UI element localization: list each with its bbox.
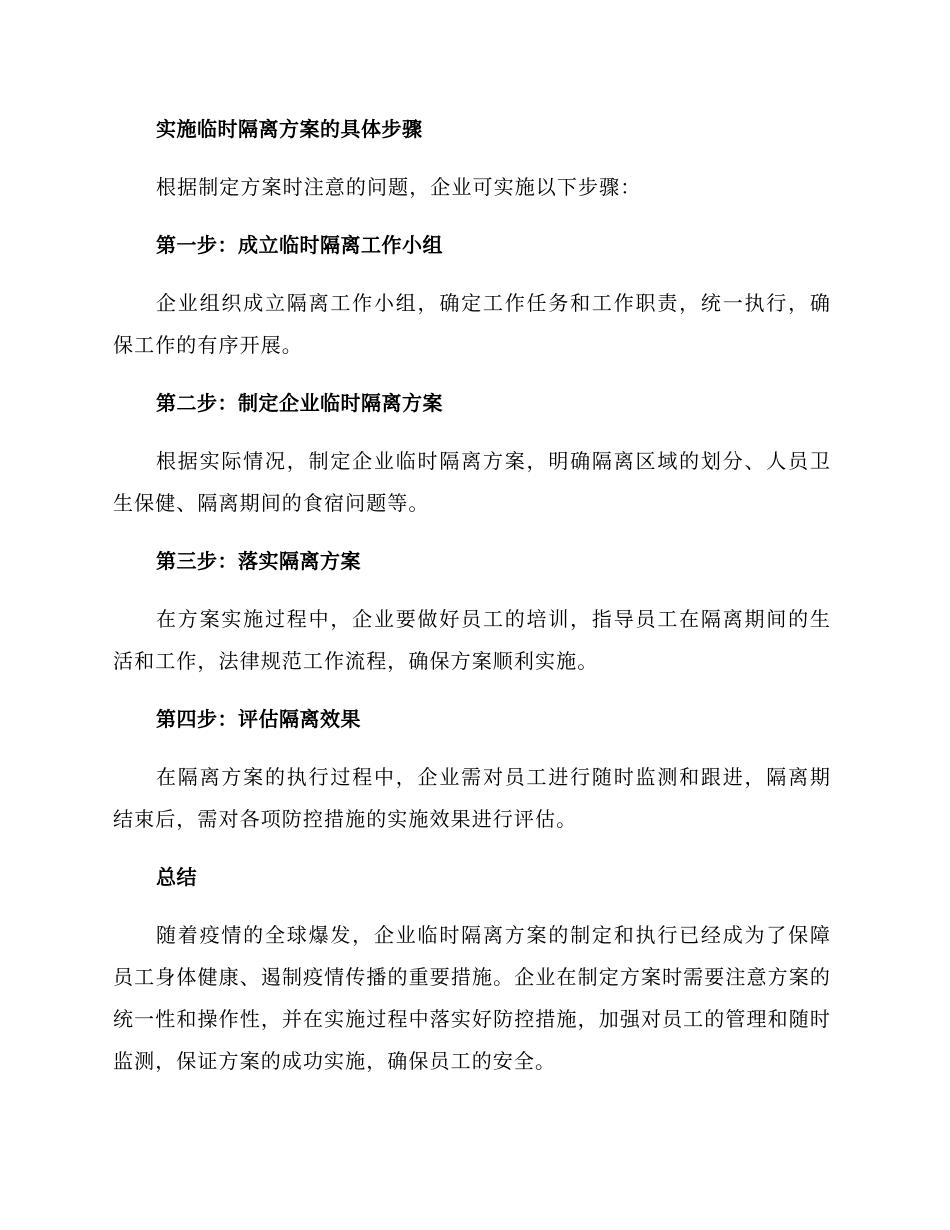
step-2-heading: 第二步：制定企业临时隔离方案: [156, 391, 443, 415]
step-3-heading: 第三步：落实隔离方案: [156, 549, 361, 573]
step-2-paragraph: 根据实际情况，制定企业临时隔离方案，明确隔离区域的划分、人员卫生保健、隔离期间的食宿问题等。: [113, 449, 831, 515]
summary-heading: 总结: [156, 865, 197, 889]
step-3-paragraph: 在方案实施过程中，企业要做好员工的培训，指导员工在隔离期间的生活和工作，法律规范工作流程，确保方案顺利实施。: [113, 607, 831, 673]
document-page: [113, 108, 831, 1098]
step-1-paragraph: 企业组织成立隔离工作小组，确定工作任务和工作职责，统一执行，确保工作的有序开展。: [113, 291, 831, 357]
summary-paragraph: 随着疫情的全球爆发，企业临时隔离方案的制定和执行已经成为了保障员工身体健康、遏制疫情传播的重要措施。企业在制定方案时需要注意方案的统一性和操作性，并在实施过程中落实好防控措施，加强对员工的管理和随时监测，保证方案的成功实施，确保员工的安全。: [113, 923, 831, 1073]
step-4-heading: 第四步：评估隔离效果: [156, 707, 361, 731]
step-1-heading: 第一步：成立临时隔离工作小组: [156, 233, 443, 257]
step-4-paragraph: 在隔离方案的执行过程中，企业需对员工进行随时监测和跟进，隔离期结束后，需对各项防控措施的实施效果进行评估。: [113, 765, 831, 831]
intro-paragraph: 根据制定方案时注意的问题，企业可实施以下步骤：: [156, 175, 642, 199]
section-title: 实施临时隔离方案的具体步骤: [156, 117, 423, 141]
